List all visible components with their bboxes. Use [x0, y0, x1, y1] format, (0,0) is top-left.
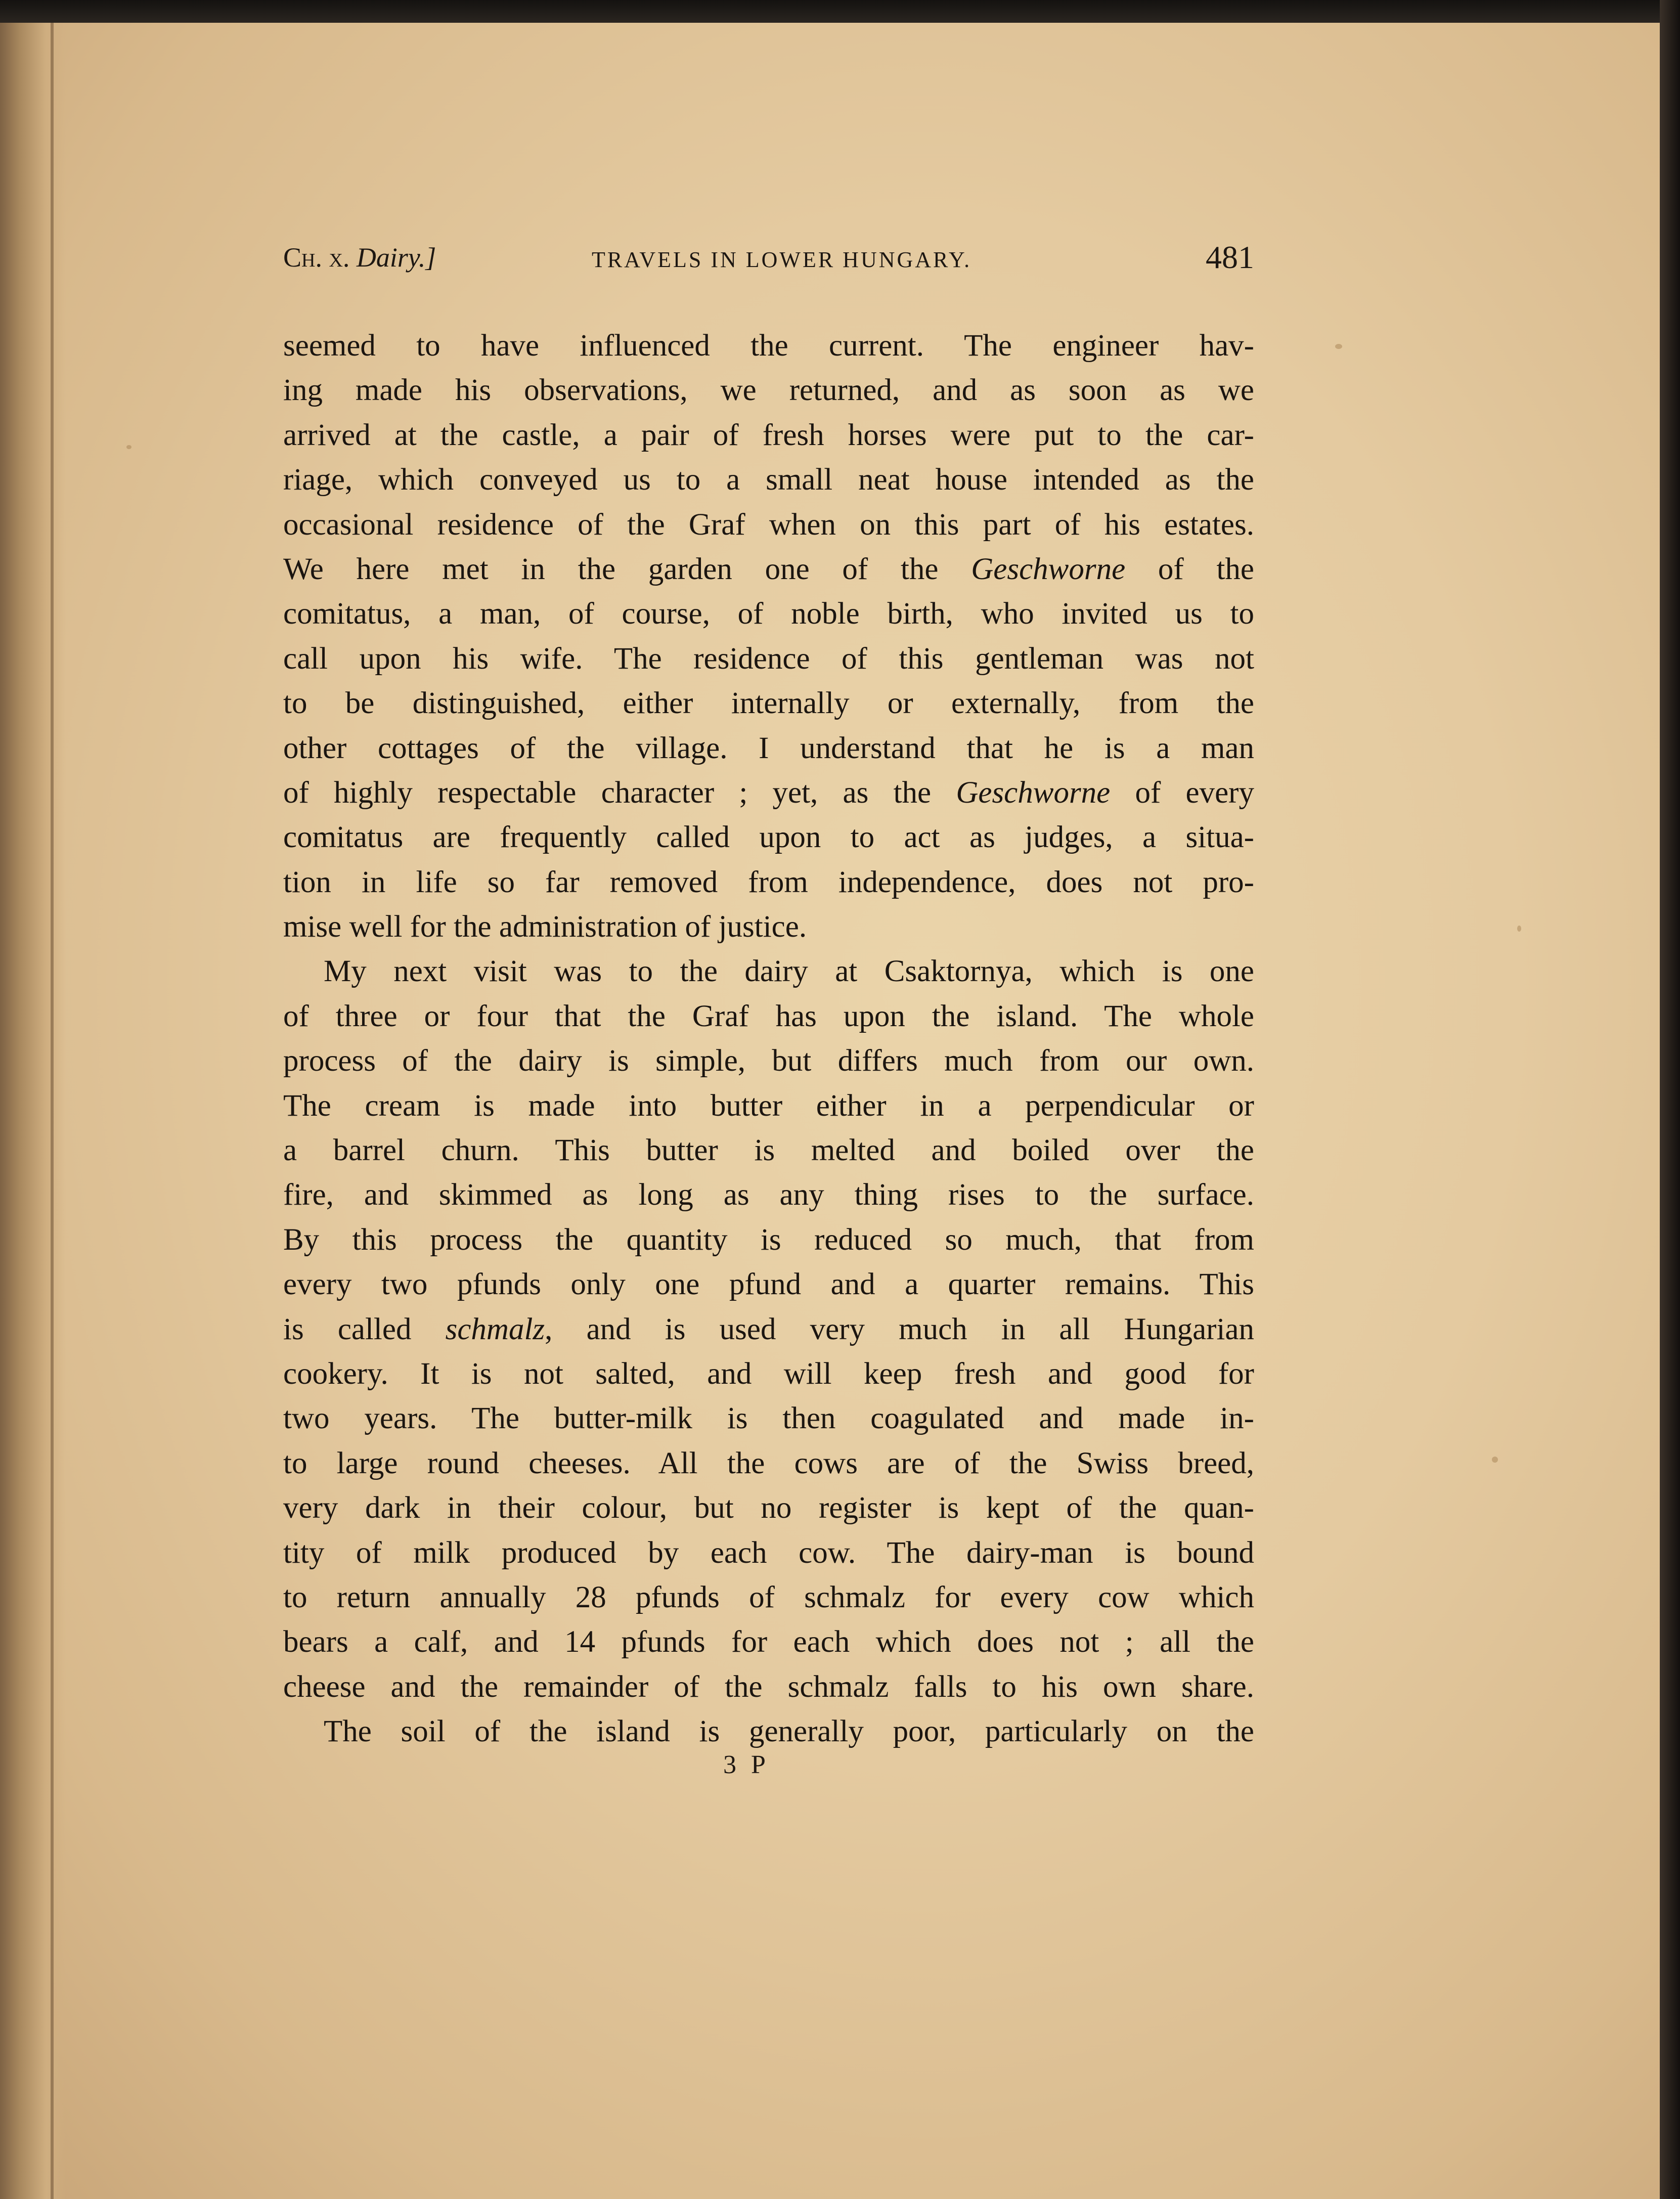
- text-line: By this process the quantity is reduced so much, that from: [283, 1222, 1254, 1257]
- body-text: [283, 324, 1254, 1754]
- text-line: ing made his observations, we returned, and as soon as we: [283, 373, 1254, 408]
- scan-border-right: [1660, 0, 1680, 2199]
- text-line: comitatus, a man, of course, of noble birth, who invited us to: [283, 597, 1254, 631]
- chapter-topic: Dairy.]: [356, 242, 436, 273]
- text-line: My next visit was to the dairy at Csaktornya, which is one: [324, 954, 1254, 989]
- text-line: of three or four that the Graf has upon the island. The whole: [283, 999, 1254, 1033]
- text-line: very dark in their colour, but no register is kept of the quan-: [283, 1491, 1254, 1525]
- text-line: bears a calf, and 14 pfunds for each which does not ; all the: [283, 1625, 1254, 1659]
- text-line: mise well for the administration of justice.: [283, 910, 807, 944]
- italic-term: schmalz: [445, 1312, 545, 1346]
- text-line: other cottages of the village. I understand that he is a man: [283, 731, 1254, 765]
- page-gutter-shadow: [0, 23, 66, 2199]
- paper-spot: [1335, 344, 1342, 349]
- text-line: seemed to have influenced the current. The engineer hav-: [283, 329, 1254, 363]
- running-header: [283, 239, 1254, 287]
- text-line: The soil of the island is generally poor, particularly on the: [324, 1714, 1254, 1749]
- text-line: occasional residence of the Graf when on this part of his estates.: [283, 507, 1254, 542]
- running-title: TRAVELS IN LOWER HUNGARY.: [592, 247, 972, 272]
- binding-edge: [51, 23, 54, 2199]
- text-line: cookery. It is not salted, and will keep fresh and good for: [283, 1356, 1254, 1391]
- text-line: of highly respectable character ; yet, as the Geschworne of every: [283, 775, 1254, 810]
- text-line: process of the dairy is simple, but differs much from our own.: [283, 1044, 1254, 1078]
- text-line: to return annually 28 pfunds of schmalz for every cow which: [283, 1580, 1254, 1614]
- chapter-number: Ch. x.: [283, 242, 350, 273]
- text-line: riage, which conveyed us to a small neat house intended as the: [283, 463, 1254, 497]
- chapter-reference: [283, 242, 436, 273]
- text-line: fire, and skimmed as long as any thing rises to the surface.: [283, 1178, 1254, 1212]
- scan-border-top: [0, 0, 1680, 23]
- text-line: a barrel churn. This butter is melted and boiled over the: [283, 1133, 1254, 1168]
- text-line: cheese and the remainder of the schmalz falls to his own share.: [283, 1669, 1254, 1704]
- text-line: tity of milk produced by each cow. The dairy-man is bound: [283, 1535, 1254, 1570]
- text-line: every two pfunds only one pfund and a quarter remains. This: [283, 1267, 1254, 1302]
- text-line: is called schmalz, and is used very much in all Hungarian: [283, 1312, 1254, 1346]
- text-line: tion in life so far removed from independence, does not pro-: [283, 865, 1254, 899]
- paper-spot: [1492, 1457, 1498, 1463]
- text-line: The cream is made into butter either in a perpendicular or: [283, 1088, 1254, 1123]
- paper-spot: [126, 445, 131, 449]
- text-line: two years. The butter-milk is then coagulated and made in-: [283, 1401, 1254, 1436]
- text-line: call upon his wife. The residence of this gentleman was not: [283, 641, 1254, 676]
- signature-mark: 3 P: [723, 1750, 770, 1779]
- text-line: arrived at the castle, a pair of fresh horses were put to the car-: [283, 418, 1254, 452]
- italic-term: Geschworne: [971, 552, 1126, 586]
- text-line: We here met in the garden one of the Geschworne of the: [283, 552, 1254, 586]
- page-number: 481: [1206, 239, 1254, 275]
- italic-term: Geschworne: [956, 775, 1111, 810]
- text-line: to be distinguished, either internally or externally, from the: [283, 686, 1254, 721]
- text-line: to large round cheeses. All the cows are of the Swiss breed,: [283, 1446, 1254, 1480]
- text-line: comitatus are frequently called upon to act as judges, a situa-: [283, 820, 1254, 855]
- paper-spot: [1517, 926, 1521, 932]
